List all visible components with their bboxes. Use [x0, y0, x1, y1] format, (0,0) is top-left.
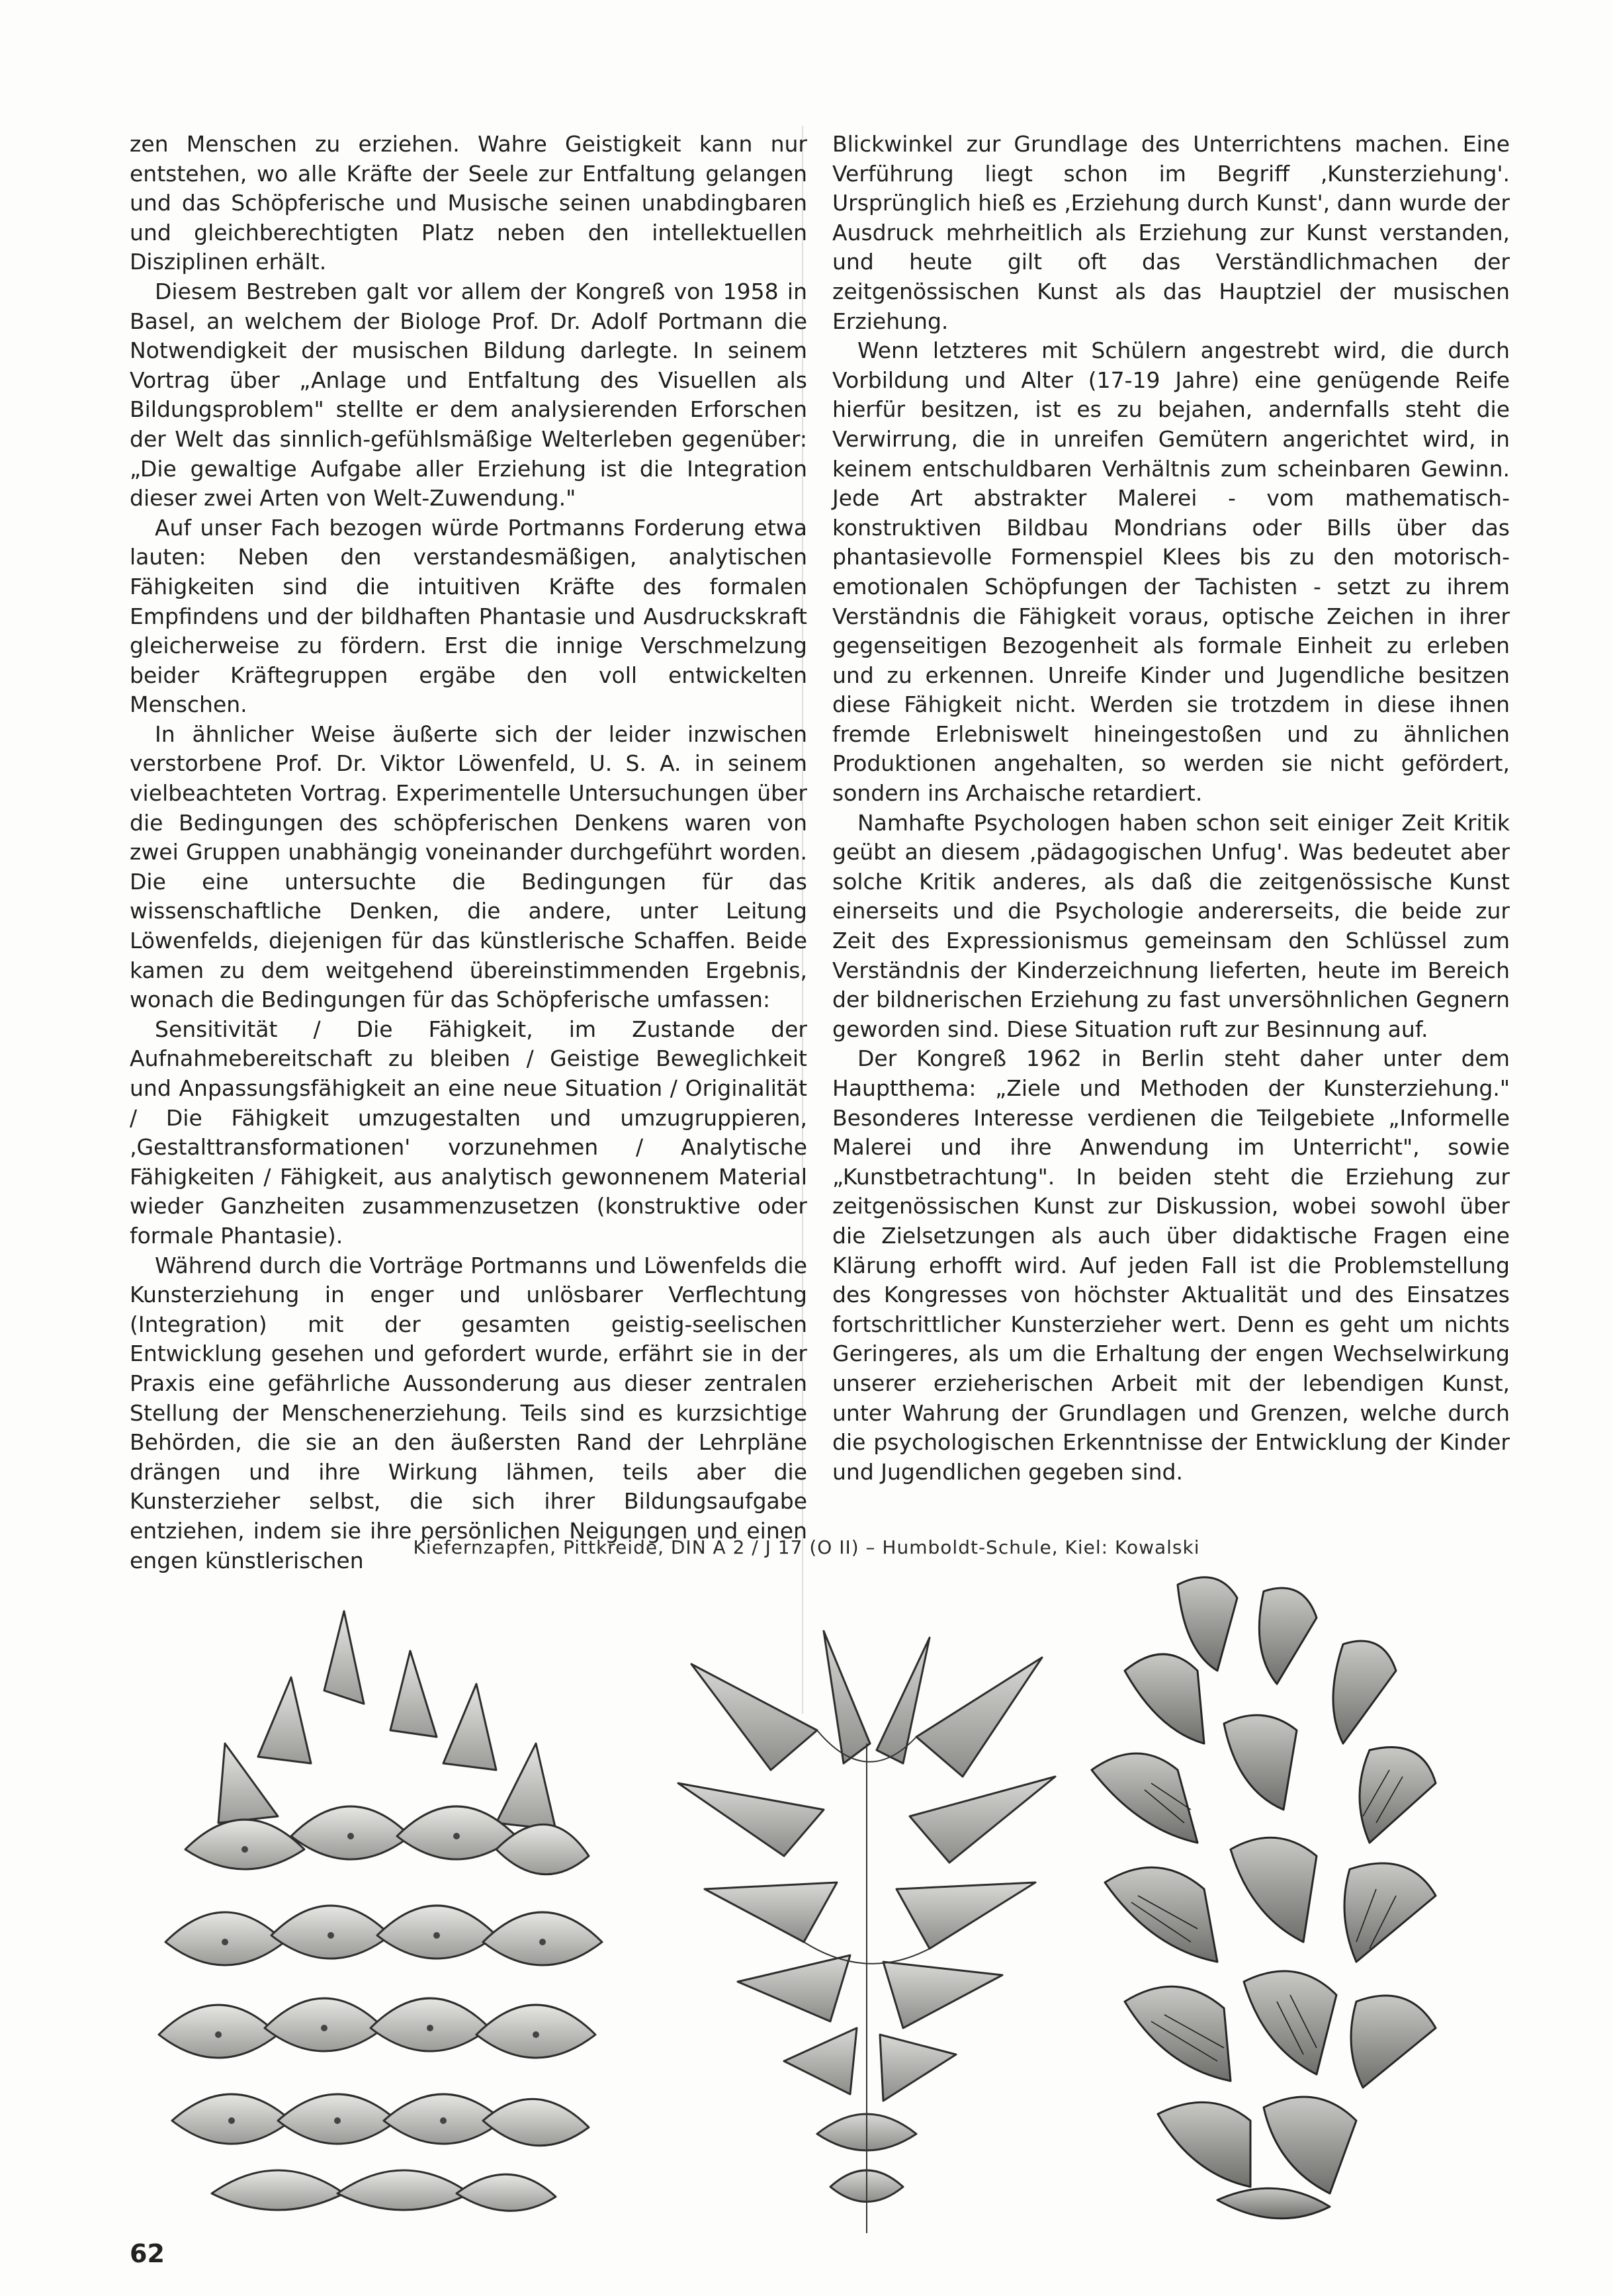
paragraph: Auf unser Fach bezogen würde Portmanns Forderung etwa lauten: Neben den verstandesmäßigen, analytischen Fähigkeiten sind die intuitiven Kräfte des formalen Empfindens und der bildhaften Phantasie und Ausdruckskraft gleicherweise zu fördern. Erst die innige Verschmelzung beider Kräftegruppen ergäbe den voll entwickelten Menschen. — [130, 514, 807, 718]
paragraph: Diesem Bestreben galt vor allem der Kongreß von 1958 in Basel, an welchem der Biologe Prof. Dr. Adolf Portmann die Notwendigkeit der musischen Bildung darlegte. In seinem Vortrag über „Anlage und Entfaltung des Visuellen als Bildungsproblem" stellte er dem analysierenden Erforschen der Welt das sinnlich-gefühlsmäßige Welterleben gegenüber: „Die gewaltige Aufgabe aller Erziehung ist die Integration dieser zwei Arten von Welt-Zuwendung." — [130, 278, 807, 511]
right-column — [832, 130, 1510, 1487]
page-number: 62 — [130, 2239, 165, 2268]
paragraph: Blickwinkel zur Grundlage des Unterrichtens machen. Eine Verführung liegt schon im Begriff ‚Kunsterziehung'. Ursprünglich hieß es ‚Erziehung durch Kunst', dann wurde der Ausdruck mehrheitlich als Erziehung zur Kunst verstanden, und heute gilt oft das Verständlichmachen der zeitgenössischen Kunst als das Hauptziel der musischen Erziehung. — [832, 131, 1510, 334]
paragraph: In ähnlicher Weise äußerte sich der leider inzwischen verstorbene Prof. Dr. Viktor Löwenfeld, U. S. A. in seinem vielbeachteten Vortrag. Experimentelle Untersuchungen über die Bedingungen des schöpferischen Denkens waren von zwei Gruppen unabhängig voneinander durchgeführt worden. Die eine untersuchte die Bedingungen für das wissenschaftliche Denken, die andere, unter Leitung Löwenfelds, diejenigen für das künstlerische Schaffen. Beide kamen zu dem weitgehend übereinstimmenden Ergebnis, wonach die Bedingungen für das Schöpferische umfassen: — [130, 721, 807, 1013]
pine-cone-drawing-3 — [1065, 1571, 1489, 2243]
paragraph: Namhafte Psychologen haben schon seit einiger Zeit Kritik geübt an diesem ‚pädagogischen Unfug'. Was bedeutet aber solche Kritik anderes, als daß die zeitgenössische Kunst einerseits und die Psychologie andererseits, die beide zur Zeit des Expressionismus gemeinsam den Schlüssel zum Verständnis der Kinderzeichnung lieferten, heute im Bereich der bildnerischen Erziehung zu fast unversöhnlichen Gegnern geworden sind. Diese Situation ruft zur Besinnung auf. — [832, 809, 1510, 1042]
paragraph: Der Kongreß 1962 in Berlin steht daher unter dem Hauptthema: „Ziele und Methoden der Kunsterziehung." Besonderes Interesse verdienen die Teilgebiete „Informelle Malerei und ihre Anwendung im Unterricht", sowie „Kunstbetrachtung". In beiden steht die Erziehung zur zeitgenössischen Kunst zur Diskussion, wobei sowohl über die Zielsetzungen als auch über didaktische Fragen eine Klärung erhofft wird. Auf jeden Fall ist die Problemstellung des Kongresses von höchster Aktualität und des Einsatzes fortschrittlicher Kunsterzieher wert. Denn es geht um nichts Geringeres, als um die Erhaltung der engen Wechselwirkung unserer erzieherischen Arbeit mit der lebendigen Kunst, unter Wahrung der Grundlagen und Grenzen, welche durch die psychologischen Erkenntnisse der Entwicklung der Kinder und Jugendlichen gegeben sind. — [832, 1045, 1510, 1485]
paragraph: Wenn letzteres mit Schülern angestrebt wird, die durch Vorbildung und Alter (17-19 Jahre) eine genügende Reife hierfür besitzen, ist es zu bejahen, andernfalls steht die Verwirrung, die in unreifen Gemütern angerichtet wird, in keinem entschuldbaren Verhältnis zum scheinbaren Gewinn. Jede Art abstrakter Malerei - vom mathematisch-konstruktiven Bildbau Mondrians oder Bills über das phantasievolle Formenspiel Klees bis zu den motorisch-emotionalen Schöpfungen der Tachisten - setzt zu ihrem Verständnis die Fähigkeit voraus, optische Zeichen in ihrer gegenseitigen Bezogenheit als formale Einheit zu erleben und zu erkennen. Unreife Kinder und Jugendliche besitzen diese Fähigkeit nicht. Werden sie trotzdem in diese ihnen fremde Erlebniswelt hineingestoßen und zu ähnlichen Produktionen angehalten, so werden sie nicht gefördert, sondern ins Archaische retardiert. — [832, 337, 1510, 807]
pine-cone-drawing-1 — [126, 1571, 635, 2243]
paragraph: zen Menschen zu erziehen. Wahre Geistigkeit kann nur entstehen, wo alle Kräfte der Seele zur Entfaltung gelangen und das Schöpferische und Musische seinen unabdingbaren und gleichberechtigten Platz neben den intellektuellen Disziplinen erhält. — [130, 131, 807, 275]
paragraph: Während durch die Vorträge Portmanns und Löwenfelds die Kunsterziehung in enger und unlösbarer Verflechtung (Integration) mit der gesamten geistig-seelischen Entwicklung gesehen und gefordert wurde, erfährt sie in der Praxis eine gefährliche Aussonderung aus dieser zentralen Stellung der Menschenerziehung. Teils sind es kurzsichtige Behörden, die sie an den äußersten Rand der Lehrpläne drängen und ihre Wirkung lähmen, teils aber die Kunsterzieher selbst, die sich ihrer Bildungsaufgabe entziehen, indem sie ihre persönlichen Neigungen und einen engen künstlerischen — [130, 1252, 807, 1573]
figure-caption: Kiefernzapfen, Pittkreide, DIN A 2 / J 17 (O II) – Humboldt-Schule, Kiel: Kowalski — [413, 1536, 1200, 1558]
paragraph: Sensitivität / Die Fähigkeit, im Zustande der Aufnahmebereitschaft zu bleiben / Geistige Beweglichkeit und Anpassungsfähigkeit an eine neue Situation / Originalität / Die Fähigkeit umzugestalten und umzugruppieren, ‚Gestalttransformationen' vorzunehmen / Analytische Fähigkeiten / Fähigkeit, aus analytisch gewonnenem Material wieder Ganzheiten zusammenzusetzen (konstruktive oder formale Phantasie). — [130, 1016, 807, 1249]
left-column — [130, 130, 807, 1575]
pine-cone-drawing-2 — [652, 1571, 1082, 2243]
